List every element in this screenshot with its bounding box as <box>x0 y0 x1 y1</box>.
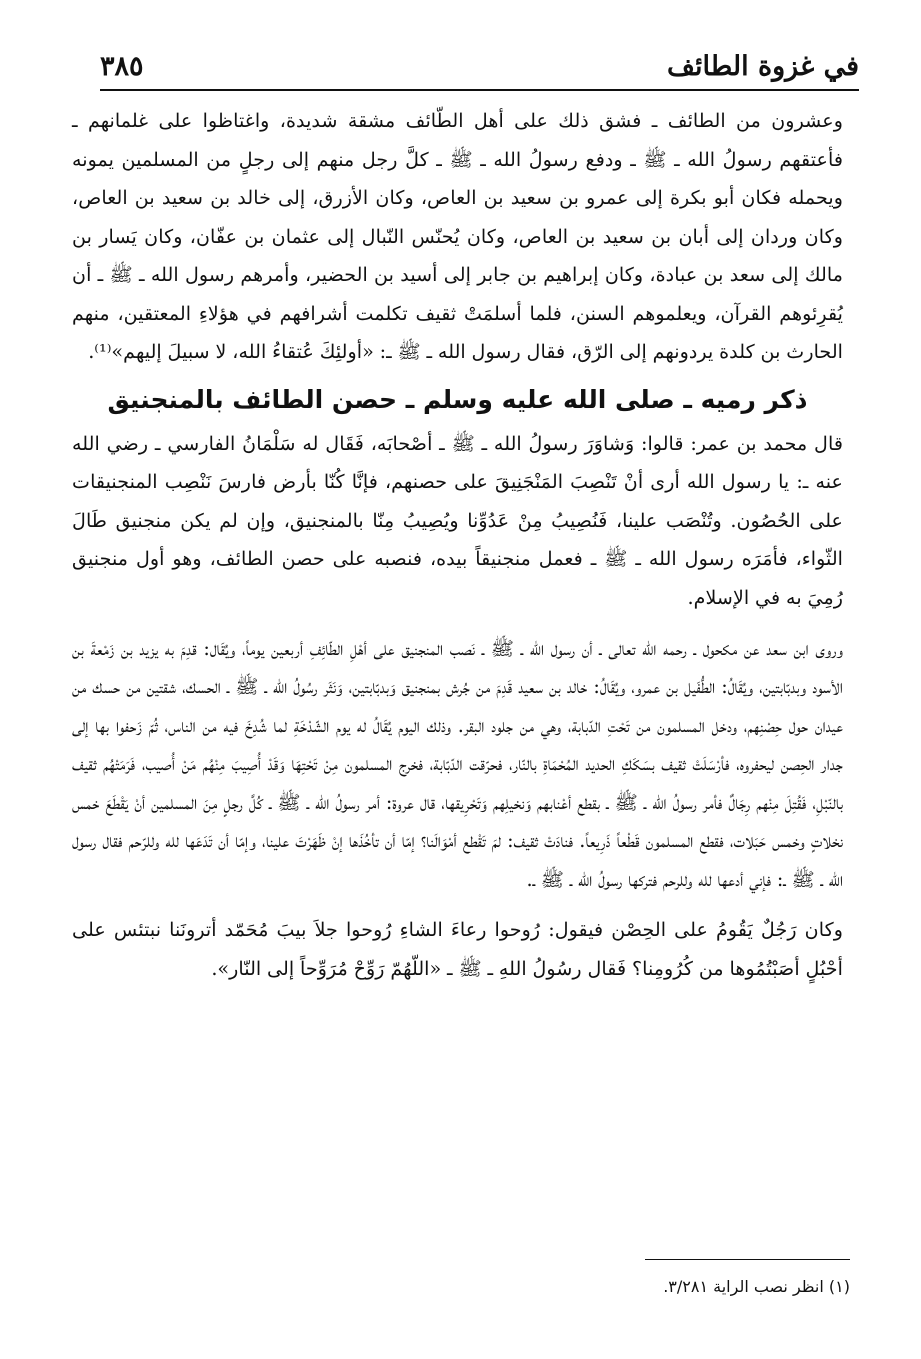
paragraph-makhul-report: وروى ابن سعد عن مكحول ـ رحمه الله تعالى ـ أن رسول الله ـ ﷺ ـ نَصب المنجنيق على أهْلِ الطّائِفِ أربعين يوماً، ويُقَال: قدِمَ به يزيد بن زَمْعةَ بن الأسود وبدبّابتين، ويُقَالُ: الطُّفَيل بن عمرو، ويُقَالُ: خالد بن سعيد قَدِمَ من جُرش بمنجنيق وَبدبّابتين، وَنَثَر رسُولُ الله ـ ﷺ ـ الحسك، شقتين من حسك من عيدان حول حِصْنِهم، ودخل المسلمون من تَحْتِ الدّبابة، وهي من جلود البقر. وذلك اليوم يُقَالُ له يوم الشّدْخَةِ لما شُدِخَ فيه من الناس، ثُمّ زَحفوا بها إلى جدار الحِصن ليحفروه، فأرْسَلَتْ ثقيف بسَكَكِ الحديد المُحْمَاةِ بالنّار، فحرّقت الدّبّابة، فخرج المسلمون مِنْ تَحْتِهَا وَقَدْ أُصِيبَ مِنْهُم مَنْ أُصيب، فَرَمَتْهُم ثقيف بالنّبْلِ، فَقُتِلَ مِنْهم رِجَالٌ فأمر رسولُ الله ـ ﷺ ـ بقطع أعْنابهم وَنخيلِهم وَتَحْرِيقها، قال عروة: أمر رسولُ الله ـ ﷺ ـ كُلَّ رجلٍ مِنَ المسلمين أنْ يَقْطَعَ خمس نخلاتٍ وخمس حَبَلات، فقطع المسلمون قَطْعاً ذَرِيعاً. فنادَتْ ثقيف: لمَ تَقْطع أمْوَالَنا؟ إمّا أن تأخُذَها إنْ ظَهَرْتَ علينا، وإمّا أن تَدَعَها لله وللرّحم فقال رسول الله ـ ﷺ ـ: فإني أدعها لله وللرحم فتركها رسولُ الله ـ ﷺ ـ. <box>72 636 843 891</box>
paragraph-freed-slaves: وعشرون من الطائف ـ فشق ذلك على أهل الطّائف مشقة شديدة، واغتاظوا على غلمانهم ـ فأعتقهم رسولُ الله ـ ﷺ ـ ودفع رسولُ الله ـ ﷺ ـ كلَّ رجل منهم إلى رجلٍ من المسلمين يمونه ويحمله فكان أبو بكرة إلى عمرو بن سعيد بن العاص، وكان الأزرق، إلى خالد بن سعيد بن العاص، وكان وردان إلى أبان بن سعيد بن العاص، وكان يُحنّس النّبال إلى عثمان بن عفّان، وكان يَسار بن مالك إلى سعد بن عبادة، وكان إبراهيم بن جابر إلى أسيد بن الحضير، وأمرهم رسول الله ـ ﷺ ـ أن يُقرِئوهم القرآن، ويعلموهم السنن، فلما أسلمَتْ ثقيف تكلمت أشرافهم في هؤلاءِ المعتقين، منهم الحارث بن كلدة يردونهم إلى الرّق، فقال رسول الله ـ ﷺ ـ: «أولئِكَ عُتقاءُ الله، لا سبيلَ إليهم»⁽¹⁾. <box>72 109 843 364</box>
paragraph-man-on-fortress: وكان رَجُلٌ يَقُومُ على الحِصْن فيقول: رُوحوا رعاءَ الشاءِ رُوحوا جلاَ بيبَ مُحَمّد أترونَنا نبتئس على أحْبُلٍ أصَبْتُمُوها من كُرُومِنا؟ فَقال رسُولُ اللهِ ـ ﷺ ـ «اللّهُمّ رَوِّحْ مُرَوِّحاً إلى النّار». <box>72 918 843 980</box>
running-title: في غزوة الطائف <box>667 51 859 83</box>
footnote: (١) انظر نصب الراية ٣/٢٨١. <box>663 1277 850 1296</box>
paragraph-catapult-advice: قال محمد بن عمر: قالوا: وَشاوَرَ رسولُ الله ـ ﷺ ـ أصْحابَه، فَقَال له سَلْمَانُ الفارسي ـ رضي الله عنه ـ: يا رسول الله أرى أنْ تَنْصِبَ المَنْجَنِيقَ على حصنهم، فإنَّا كُنّا بأرض فارسَ نَنْصِب المنجنيقات على الحُصُون. وتُنْصَب علينا، فَنُصِيبُ مِنْ عَدُوِّنا ويُصِيبُ مِنّا بالمنجنيق، وإن لم يكن منجنيق طَالَ الثّواء، فأمَرَه رسول الله ـ ﷺ ـ فعمل منجنيقاً بيده، فنصبه على حصن الطائف، وهو أول منجنيق رُمِيَ به في الإسلام. <box>72 431 843 610</box>
page-number: ٣٨٥ <box>100 51 144 83</box>
section-heading: ذكر رميه ـ صلى الله عليه وسلم ـ حصن الطائف بالمنجنيق <box>107 384 808 414</box>
footnote-divider <box>645 1259 850 1260</box>
header-divider <box>100 89 859 91</box>
main-text <box>72 102 843 988</box>
page-header <box>100 36 859 82</box>
